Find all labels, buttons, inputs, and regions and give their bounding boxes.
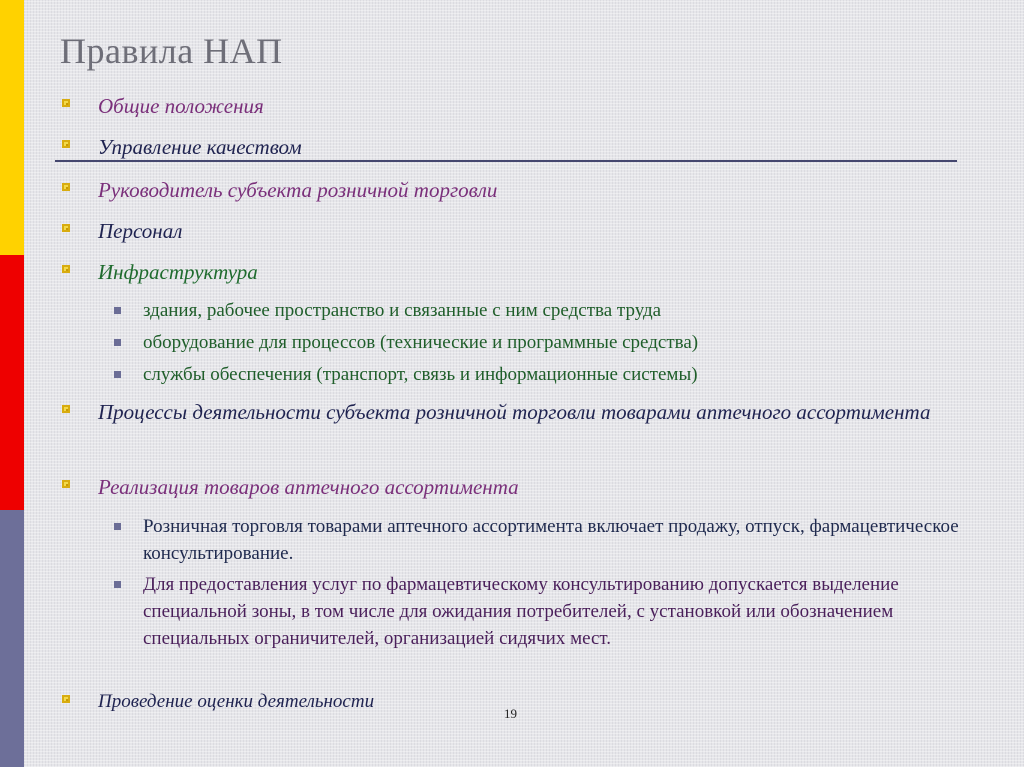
sub-item-text: Для предоставления услуг по фармацевтическому консультированию допускается выделение специальной зоны, в том числе для ожидания потребителей, с установкой или обозначением специальных ограничителей, организацией сидячих мест. <box>143 574 899 649</box>
small-square-bullet-icon <box>114 581 121 588</box>
list-item-text: Управление качеством <box>98 135 302 159</box>
small-square-bullet-icon <box>114 307 121 314</box>
yellow-band <box>0 0 24 255</box>
list-item-general <box>60 90 980 122</box>
list-item-staff <box>60 215 980 247</box>
sub-item-text: здания, рабочее пространство и связанные с ним средства труда <box>143 300 662 321</box>
list-item-quality <box>60 131 980 163</box>
sub-item-text: службы обеспечения (транспорт, связь и информационные системы) <box>143 364 698 385</box>
list-item-text: Реализация товаров аптечного ассортимента <box>98 475 519 499</box>
square-bullet-icon <box>62 265 70 273</box>
list-item-text: Руководитель субъекта розничной торговли <box>98 178 498 202</box>
sub-item-text: оборудование для процессов (технические и программные средства) <box>143 332 699 353</box>
sub-item <box>112 361 972 388</box>
list-item-head <box>60 174 980 206</box>
sub-item <box>112 329 972 356</box>
red-band <box>0 255 24 510</box>
small-square-bullet-icon <box>114 339 121 346</box>
sub-item <box>112 513 972 567</box>
square-bullet-icon <box>62 695 70 703</box>
sub-item <box>112 571 972 652</box>
square-bullet-icon <box>62 224 70 232</box>
square-bullet-icon <box>62 183 70 191</box>
sub-item-text: Розничная торговля товарами аптечного ассортимента включает продажу, отпуск, фармацевтическое консультирование. <box>143 516 959 564</box>
sidebar-color-bands <box>0 0 24 767</box>
square-bullet-icon <box>62 140 70 148</box>
square-bullet-icon <box>62 99 70 107</box>
list-item-infrastructure <box>60 256 980 288</box>
square-bullet-icon <box>62 405 70 413</box>
list-item-evaluation <box>60 686 980 718</box>
list-item-text: Проведение оценки деятельности <box>98 691 375 712</box>
small-square-bullet-icon <box>114 371 121 378</box>
list-item-text: Инфраструктура <box>98 260 258 284</box>
slide-title: Правила НАП <box>60 31 283 71</box>
sub-item <box>112 297 972 324</box>
purple-band <box>0 510 24 767</box>
square-bullet-icon <box>62 480 70 488</box>
list-item-text: Общие положения <box>98 94 264 118</box>
list-item-text: Персонал <box>98 219 183 243</box>
list-item-processes <box>60 396 940 428</box>
list-item-text: Процессы деятельности субъекта розничной торговли товарами аптечного ассортимента <box>98 400 931 424</box>
divider-line <box>55 160 957 162</box>
list-item-sales <box>60 471 980 503</box>
page-number: 19 <box>504 706 517 721</box>
small-square-bullet-icon <box>114 523 121 530</box>
